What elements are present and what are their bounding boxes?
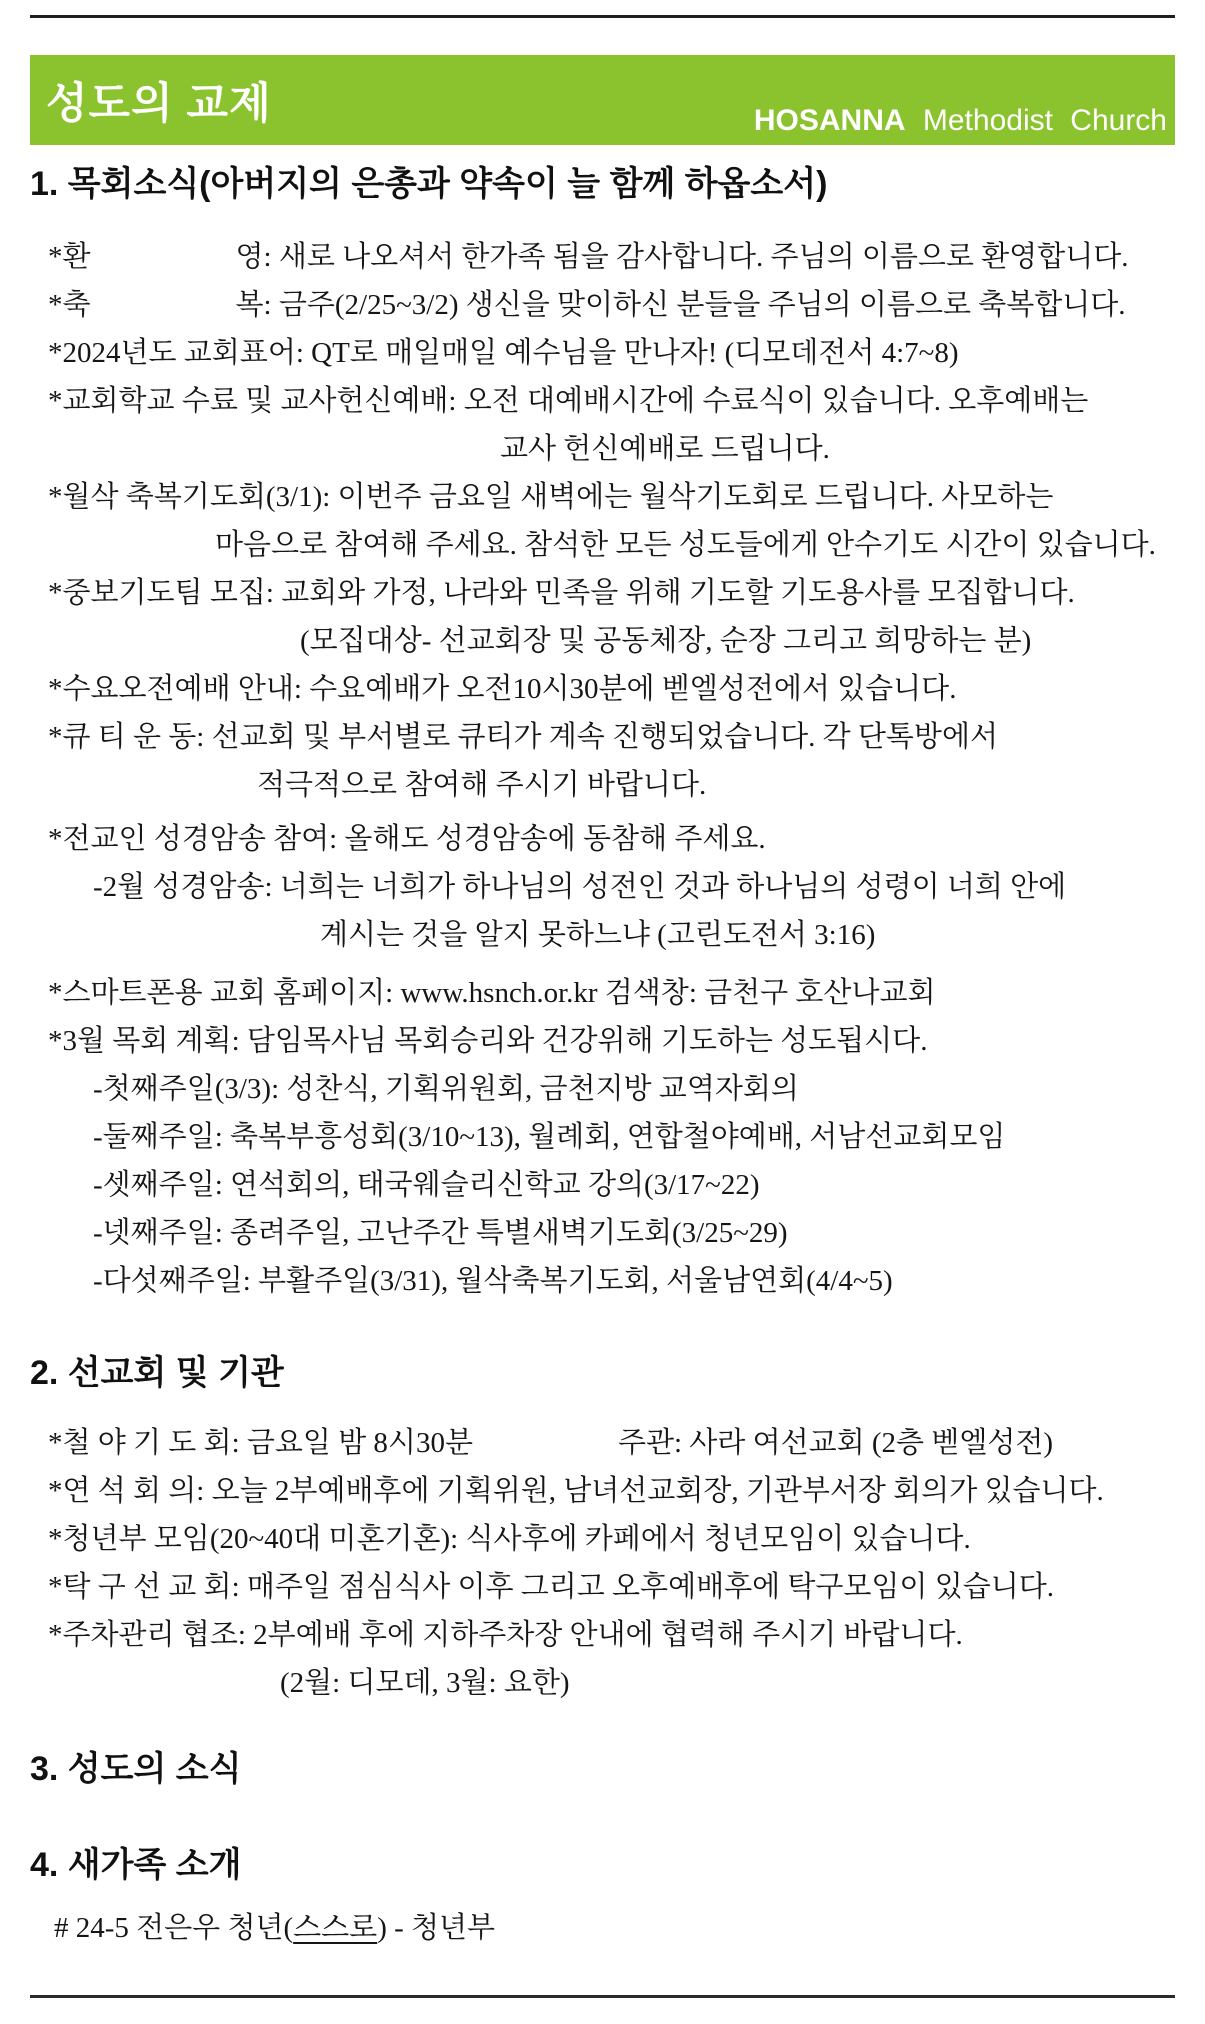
bulletin-line: *청년부 모임(20~40대 미혼기혼): 식사후에 카페에서 청년모임이 있습니다. — [48, 1523, 971, 1555]
bulletin-line: *큐 티 운 동: 선교회 및 부서별로 큐티가 계속 진행되었습니다. 각 단톡방에서 — [48, 721, 998, 753]
header-banner — [30, 55, 1175, 145]
newcomer-entry-prefix: # 24-5 전은우 청년( — [54, 1912, 294, 1944]
newcomer-entry-underlined: 스스로 — [293, 1912, 378, 1944]
church-name-bold: HOSANNA — [753, 104, 906, 137]
bulletin-line: *주차관리 협조: 2부예배 후에 지하주차장 안내에 협력해 주시기 바랍니다. — [48, 1619, 963, 1651]
section-2-heading: 2. 선교회 및 기관 — [30, 1354, 284, 1392]
bulletin-line: *스마트폰용 교회 홈페이지: www.hsnch.or.kr 검색창: 금천구 호산나교회 — [48, 977, 936, 1009]
bulletin-line-continuation: (2월: 디모데, 3월: 요한) — [280, 1667, 570, 1699]
bulletin-sub-line: -넷째주일: 종려주일, 고난주간 특별새벽기도회(3/25~29) — [93, 1217, 788, 1249]
bulletin-line: *중보기도팀 모집: 교회와 가정, 나라와 민족을 위해 기도할 기도용사를 모집합니다. — [48, 577, 1075, 609]
bulletin-line: *환 영: 새로 나오셔서 한가족 됨을 감사합니다. 주님의 이름으로 환영합니다. — [48, 241, 1129, 273]
bulletin-line: *3월 목회 계획: 담임목사님 목회승리와 건강위해 기도하는 성도됩시다. — [48, 1025, 928, 1057]
top-divider — [30, 15, 1175, 18]
section-2-body — [30, 1419, 1175, 1707]
bulletin-line: *축 복: 금주(2/25~3/2) 생신을 맞이하신 분들을 주님의 이름으로 축복합니다. — [48, 289, 1126, 321]
section-1-heading: 1. 목회소식(아버지의 은총과 약속이 늘 함께 하옵소서) — [30, 165, 828, 203]
bulletin-line: *교회학교 수료 및 교사헌신예배: 오전 대예배시간에 수료식이 있습니다. 오후예배는 — [48, 385, 1089, 417]
page-title: 성도의 교제 — [46, 79, 272, 128]
bulletin-sub-line: -둘째주일: 축복부흥성회(3/10~13), 월례회, 연합철야예배, 서남선교회모임 — [93, 1121, 1006, 1153]
bulletin-line-continuation: (모집대상- 선교회장 및 공동체장, 순장 그리고 희망하는 분) — [300, 625, 1032, 657]
bulletin-line: *2024년도 교회표어: QT로 매일매일 예수님을 만나자! (디모데전서 4:7~8) — [48, 337, 959, 369]
bulletin-sub-line: -2월 성경암송: 너희는 너희가 하나님의 성전인 것과 하나님의 성령이 너희 안에 — [93, 871, 1067, 903]
bulletin-line: *탁 구 선 교 회: 매주일 점심식사 이후 그리고 오후예배후에 탁구모임이 있습니다. — [48, 1571, 1055, 1603]
bulletin-sub-line: -첫째주일(3/3): 성찬식, 기획위원회, 금천지방 교역자회의 — [93, 1073, 799, 1105]
bulletin-line: *월삭 축복기도회(3/1): 이번주 금요일 새벽에는 월삭기도회로 드립니다. 사모하는 — [48, 481, 1054, 513]
bulletin-page — [0, 15, 1205, 2024]
bulletin-line: *연 석 회 의: 오늘 2부예배후에 기획위원, 남녀선교회장, 기관부서장 회의가 있습니다. — [48, 1475, 1104, 1507]
newcomer-entry — [54, 1904, 1175, 1952]
church-name — [754, 104, 1167, 138]
section-1-body — [30, 233, 1175, 1305]
section-3-heading: 3. 성도의 소식 — [30, 1750, 242, 1788]
bulletin-sub-line: -셋째주일: 연석회의, 태국웨슬리신학교 강의(3/17~22) — [93, 1169, 760, 1201]
section-4-heading: 4. 새가족 소개 — [30, 1846, 242, 1884]
bulletin-line: *수요오전예배 안내: 수요예배가 오전10시30분에 벧엘성전에서 있습니다. — [48, 673, 957, 705]
bottom-divider — [30, 1995, 1175, 1998]
bulletin-line: *철 야 기 도 회: 금요일 밤 8시30분 주관: 사라 여선교회 (2층 벧엘성전) — [48, 1427, 1054, 1459]
church-name-rest: Methodist Church — [905, 104, 1167, 137]
newcomer-entry-suffix: ) - 청년부 — [377, 1912, 496, 1944]
bulletin-line-continuation: 마음으로 참여해 주세요. 참석한 모든 성도들에게 안수기도 시간이 있습니다. — [215, 529, 1156, 561]
bulletin-line: *전교인 성경암송 참여: 올해도 성경암송에 동참해 주세요. — [48, 823, 766, 855]
bulletin-line-continuation: 계시는 것을 알지 못하느냐 (고린도전서 3:16) — [320, 919, 876, 951]
bulletin-sub-line: -다섯째주일: 부활주일(3/31), 월삭축복기도회, 서울남연회(4/4~5) — [93, 1265, 893, 1297]
bulletin-line-continuation: 교사 헌신예배로 드립니다. — [500, 433, 830, 465]
bulletin-line-continuation: 적극적으로 참여해 주시기 바랍니다. — [257, 769, 707, 801]
